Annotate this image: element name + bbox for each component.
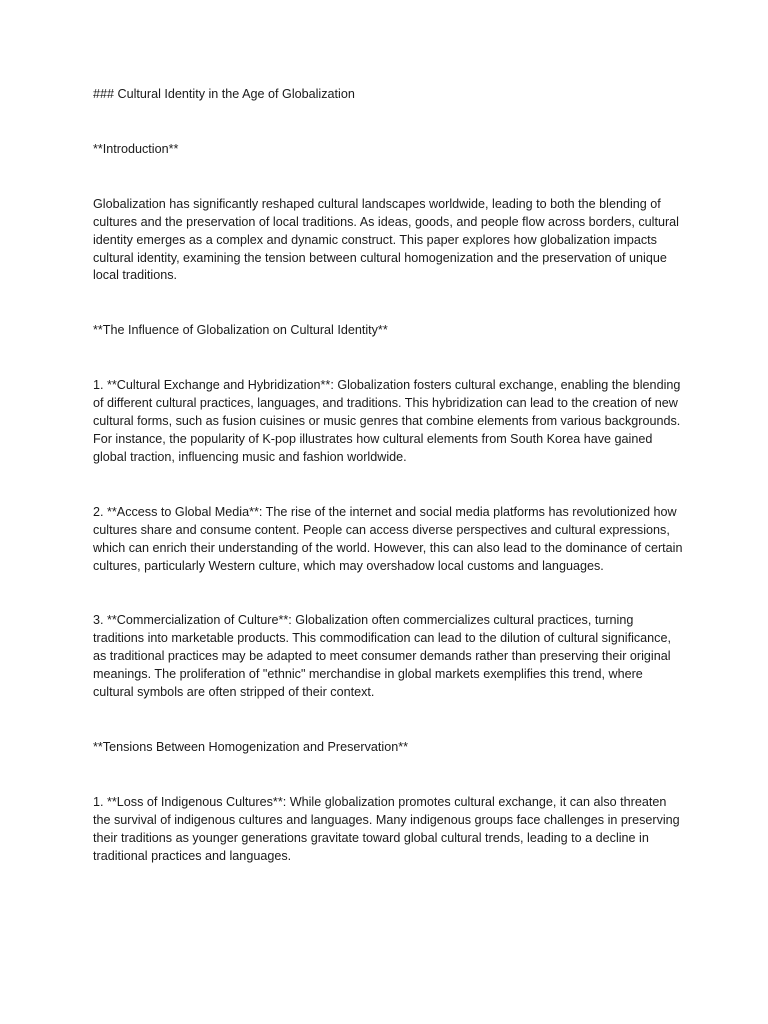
intro-heading: **Introduction** bbox=[93, 141, 179, 156]
document-title: ### Cultural Identity in the Age of Globalization bbox=[93, 87, 355, 101]
document-body bbox=[93, 86, 683, 902]
section-heading-tensions: **Tensions Between Homogenization and Preservation** bbox=[93, 739, 409, 754]
list-item-commercialization: 3. **Commercialization of Culture**: Globalization often commercializes cultural practices, turning traditions into marketable products. This commodification can lead to the dilution of cultural significance, as traditional practices may be adapted to meet consumer demands rather than preserving their original meanings. The proliferation of "ethnic" merchandise in global markets exemplifies this trend, where cultural symbols are often stripped of their context. bbox=[93, 613, 671, 700]
list-item-cultural-exchange: 1. **Cultural Exchange and Hybridization**: Globalization fosters cultural exchange, enabling the blending of different cultural practices, languages, and traditions. This hybridization can lead to the creation of new cultural forms, such as fusion cuisines or music genres that combine elements from various backgrounds. For instance, the popularity of K-pop illustrates how cultural elements from South Korea have gained global traction, influencing music and fashion worldwide. bbox=[93, 378, 681, 464]
section-heading-influence: **The Influence of Globalization on Cultural Identity** bbox=[93, 323, 388, 338]
list-item-indigenous-cultures: 1. **Loss of Indigenous Cultures**: While globalization promotes cultural exchange, it can also threaten the survival of indigenous cultures and languages. Many indigenous groups face challenges in preserving their traditions as younger generations gravitate toward global cultural trends, leading to a decline in traditional practices and languages. bbox=[93, 794, 680, 863]
list-item-global-media: 2. **Access to Global Media**: The rise of the internet and social media platforms has revolutionized how cultures share and consume content. People can access diverse perspectives and cultural expressions, which can enrich their understanding of the world. However, this can also lead to the dominance of certain cultures, particularly Western culture, which may overshadow local customs and languages. bbox=[93, 504, 683, 573]
intro-paragraph: Globalization has significantly reshaped cultural landscapes worldwide, leading to both the blending of cultures and the preservation of local traditions. As ideas, goods, and people flow across borders, cultural identity emerges as a complex and dynamic construct. This paper explores how globalization impacts cultural identity, examining the tension between cultural homogenization and the preservation of unique local traditions. bbox=[93, 196, 679, 283]
